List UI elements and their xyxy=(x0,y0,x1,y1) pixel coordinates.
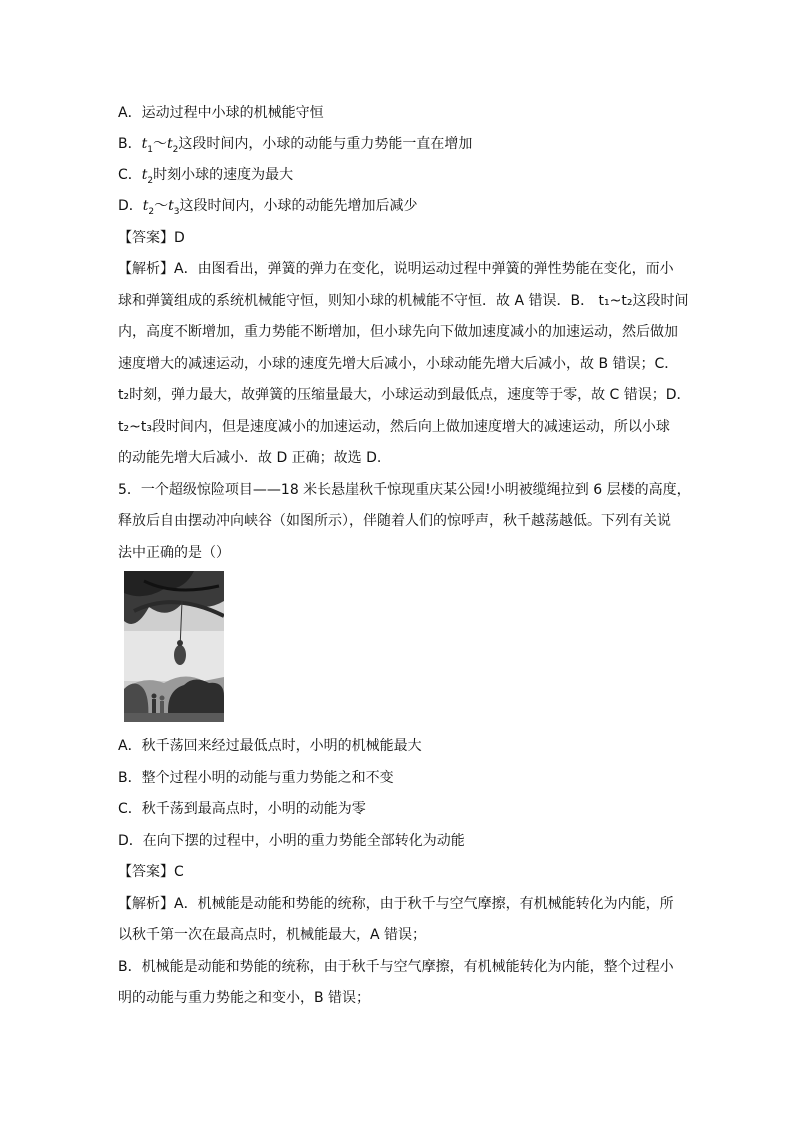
q4-analysis-line: t₂~t₃段时间内，但是速度减小的加速运动，然后向上做加速度增大的减速运动，所以小球 xyxy=(118,419,670,435)
q4-option-d-text: 这段时间内，小球的动能先增加后减少 xyxy=(179,198,418,214)
q4-analysis-line: 内，高度不断增加，重力势能不断增加，但小球先向下做加速度减小的加速运动，然后做加 xyxy=(118,324,678,340)
q4-analysis-line: 球和弹簧组成的系统机械能守恒，则知小球的机械能不守恒．故 A 错误．B． t₁~t₂这段时间 xyxy=(118,293,689,309)
q4-option-d-sub3: 3 xyxy=(173,206,180,217)
q5-option-a: A．秋千荡回来经过最低点时，小明的机械能最大 xyxy=(118,738,422,754)
q5-analysis-line: 以秋千第一次在最高点时，机械能最大，A 错误； xyxy=(118,927,427,943)
q4-analysis-line: t₂时刻，弹力最大，故弹簧的压缩量最大，小球运动到最低点，速度等于零，故 C 错误；D． xyxy=(118,387,691,403)
q4-option-d-t3: t xyxy=(168,198,174,214)
q4-option-d xyxy=(118,195,418,217)
q4-analysis-line: 的动能先增大后减小．故 D 正确；故选 D. xyxy=(118,450,382,466)
q4-option-c-sub: 2 xyxy=(147,175,154,186)
q5-answer: 【答案】C xyxy=(118,864,184,880)
q4-option-b-t2: t xyxy=(166,136,173,152)
q4-option-d-sub2: 2 xyxy=(148,206,155,217)
q4-option-b-sub1: 1 xyxy=(147,144,153,155)
q5-analysis-line: 明的动能与重力势能之和变小，B 错误； xyxy=(118,990,371,1006)
q4-option-d-prefix: D． xyxy=(118,198,143,214)
q4-option-b-prefix: B． xyxy=(118,136,142,152)
q4-analysis-line: 【解析】A．由图看出，弹簧的弹力在变化，说明运动过程中弹簧的弹性势能在变化，而小 xyxy=(118,261,674,277)
q4-answer: 【答案】D xyxy=(118,230,185,246)
q4-option-b-sub2: 2 xyxy=(172,144,179,155)
q5-option-b: B．整个过程小明的动能与重力势能之和不变 xyxy=(118,770,394,786)
q4-analysis-line: 速度增大的减速运动，小球的速度先增大后减小，小球动能先增大后减小，故 B 错误；C． xyxy=(118,356,679,372)
q4-option-b-t1: t xyxy=(141,136,148,152)
cliff-swing-illustration xyxy=(124,571,224,722)
q5-stem-line: 释放后自由摆动冲向峡谷（如图所示），伴随着人们的惊呼声，秋千越荡越低。下列有关说 xyxy=(118,513,671,529)
q5-stem-line: 5．一个超级惊险项目——18 米长悬崖秋千惊现重庆某公园!小明被缆绳拉到 6 层楼的高度， xyxy=(118,482,691,498)
q4-option-c-t: t xyxy=(141,167,148,183)
q4-option-c xyxy=(118,164,293,186)
q4-option-b xyxy=(118,133,472,155)
q5-analysis-line: B．机械能是动能和势能的统称，由于秋千与空气摩擦，有机械能转化为内能，整个过程小 xyxy=(118,959,674,975)
q4-option-c-text: 时刻小球的速度为最大 xyxy=(153,167,294,183)
q4-option-d-tilde: ～ xyxy=(154,198,169,214)
q4-option-b-tilde: ～ xyxy=(152,136,167,152)
q4-option-c-prefix: C． xyxy=(118,167,142,183)
q5-stem-line: 法中正确的是（） xyxy=(118,545,230,561)
q4-option-a: A．运动过程中小球的机械能守恒 xyxy=(118,105,324,121)
q5-analysis-line: 【解析】A．机械能是动能和势能的统称，由于秋千与空气摩擦，有机械能转化为内能，所 xyxy=(118,896,674,912)
q4-option-b-text: 这段时间内，小球的动能与重力势能一直在增加 xyxy=(178,136,473,152)
q4-option-d-t2: t xyxy=(142,198,149,214)
q5-option-c: C．秋千荡到最高点时，小明的动能为零 xyxy=(118,801,366,817)
cliff-swing-photo xyxy=(124,571,224,722)
q5-option-d: D．在向下摆的过程中，小明的重力势能全部转化为动能 xyxy=(118,833,465,849)
